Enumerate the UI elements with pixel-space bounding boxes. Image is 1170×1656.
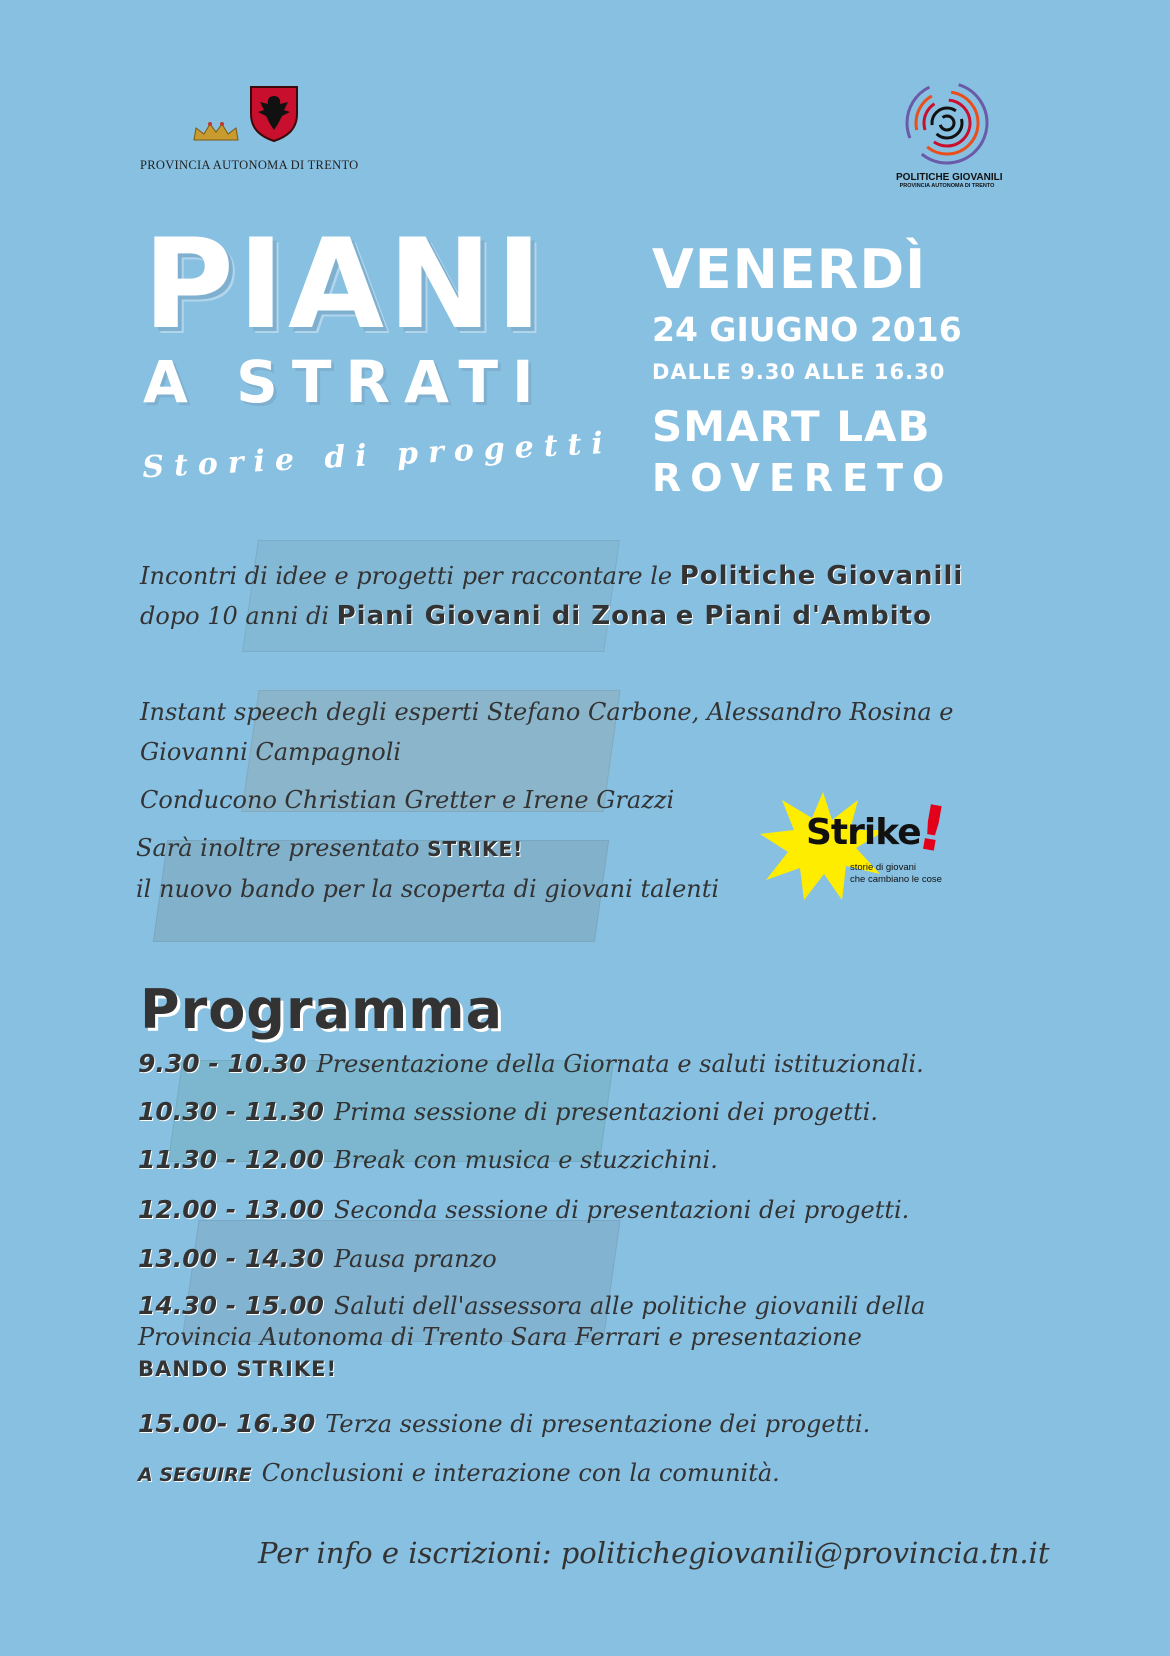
program-time: 13.00 - 14.30 bbox=[138, 1244, 324, 1273]
program-row bbox=[138, 1194, 1008, 1226]
title-sub: A STRATI bbox=[143, 348, 548, 416]
program-text: Break con musica e stuzzichini. bbox=[333, 1146, 718, 1174]
strike-tagline-1: storie di giovani bbox=[850, 862, 917, 873]
program-text: Conclusioni e interazione con la comunità. bbox=[261, 1459, 780, 1487]
program-text: Saluti dell'assessora alle politiche giovanili della Provincia Autonoma di Trento Sara Ferrari e presentazione bbox=[138, 1292, 926, 1351]
program-time: 9.30 - 10.30 bbox=[138, 1049, 307, 1078]
title-main: PIANI bbox=[143, 213, 546, 357]
politiche-giovanili-subcaption: PROVINCIA AUTONOMA DI TRENTO bbox=[899, 183, 995, 189]
crown-icon bbox=[190, 120, 242, 142]
event-time: DALLE 9.30 ALLE 16.30 bbox=[652, 360, 946, 384]
intro-bold-3: e Piani d'Ambito bbox=[675, 601, 932, 631]
program-heading: Programma bbox=[140, 978, 504, 1041]
strike-note-text-1: Sarà inoltre presentato bbox=[136, 834, 428, 862]
strike-note-bold: STRIKE! bbox=[427, 837, 524, 861]
strike-word: Strike bbox=[806, 812, 921, 853]
politiche-giovanili-logo bbox=[896, 80, 1003, 189]
contact-line bbox=[258, 1536, 1050, 1570]
program-time: 12.00 - 13.00 bbox=[138, 1195, 324, 1224]
strike-note bbox=[136, 828, 776, 909]
program-row bbox=[138, 1096, 1008, 1128]
program-text: Seconda sessione di presentazioni dei progetti. bbox=[333, 1196, 910, 1224]
program-row bbox=[138, 1408, 1008, 1440]
program-row bbox=[138, 1048, 1008, 1080]
program-row bbox=[138, 1243, 1008, 1275]
spiral-icon bbox=[904, 80, 990, 166]
event-place: SMART LAB bbox=[652, 402, 931, 451]
event-city: ROVERETO bbox=[652, 456, 954, 500]
program-time: A SEGUIRE bbox=[138, 1464, 252, 1486]
strike-logo bbox=[758, 790, 958, 902]
program-text: Presentazione della Giornata e saluti istituzionali. bbox=[316, 1050, 924, 1078]
program-time: 11.30 - 12.00 bbox=[138, 1145, 324, 1174]
program-row bbox=[138, 1458, 1008, 1491]
event-date: 24 GIUGNO 2016 bbox=[652, 310, 962, 349]
title-script: Storie di progetti bbox=[141, 425, 614, 486]
provincia-logo bbox=[140, 84, 359, 173]
intro-paragraph bbox=[140, 556, 1000, 636]
program-time: 10.30 - 11.30 bbox=[138, 1097, 324, 1126]
contact-label: Per info e iscrizioni: bbox=[258, 1536, 561, 1570]
eagle-shield-icon bbox=[248, 84, 300, 142]
intro-text-2: dopo 10 anni di bbox=[140, 602, 337, 630]
program-row bbox=[138, 1290, 958, 1385]
program-text: Pausa pranzo bbox=[333, 1245, 497, 1273]
program-text: Prima sessione di presentazioni dei progetti. bbox=[333, 1098, 878, 1126]
intro-bold-1: Politiche Giovanili bbox=[679, 561, 964, 591]
intro-bold-2: Piani Giovani di Zona bbox=[336, 601, 669, 631]
contact-email[interactable]: politichegiovanili@provincia.tn.it bbox=[560, 1536, 1050, 1570]
politiche-giovanili-caption: POLITICHE GIOVANILI bbox=[896, 172, 1003, 183]
hosts-text: Conducono Christian Gretter e Irene Grazzi bbox=[140, 786, 675, 814]
program-time: 15.00- 16.30 bbox=[138, 1409, 316, 1438]
strike-bang: ! bbox=[911, 790, 953, 867]
program-time: 14.30 - 15.00 bbox=[138, 1291, 324, 1320]
program-row bbox=[138, 1144, 1008, 1176]
intro-text-3 bbox=[668, 602, 676, 630]
provincia-caption: PROVINCIA AUTONOMA DI TRENTO bbox=[140, 158, 359, 172]
event-day: VENERDÌ bbox=[652, 238, 927, 301]
strike-tagline-2: che cambiano le cose bbox=[850, 874, 942, 885]
program-bold: BANDO STRIKE! bbox=[138, 1357, 338, 1381]
program-text: Terza sessione di presentazione dei progetti. bbox=[325, 1410, 871, 1438]
intro-text-1: Incontri di idee e progetti per raccontare le bbox=[140, 562, 680, 590]
strike-note-text-2: il nuovo bando per la scoperta di giovani talenti bbox=[136, 875, 720, 903]
speakers-text: Instant speech degli esperti Stefano Carbone, Alessandro Rosina e Giovanni Campagnoli bbox=[140, 698, 954, 766]
